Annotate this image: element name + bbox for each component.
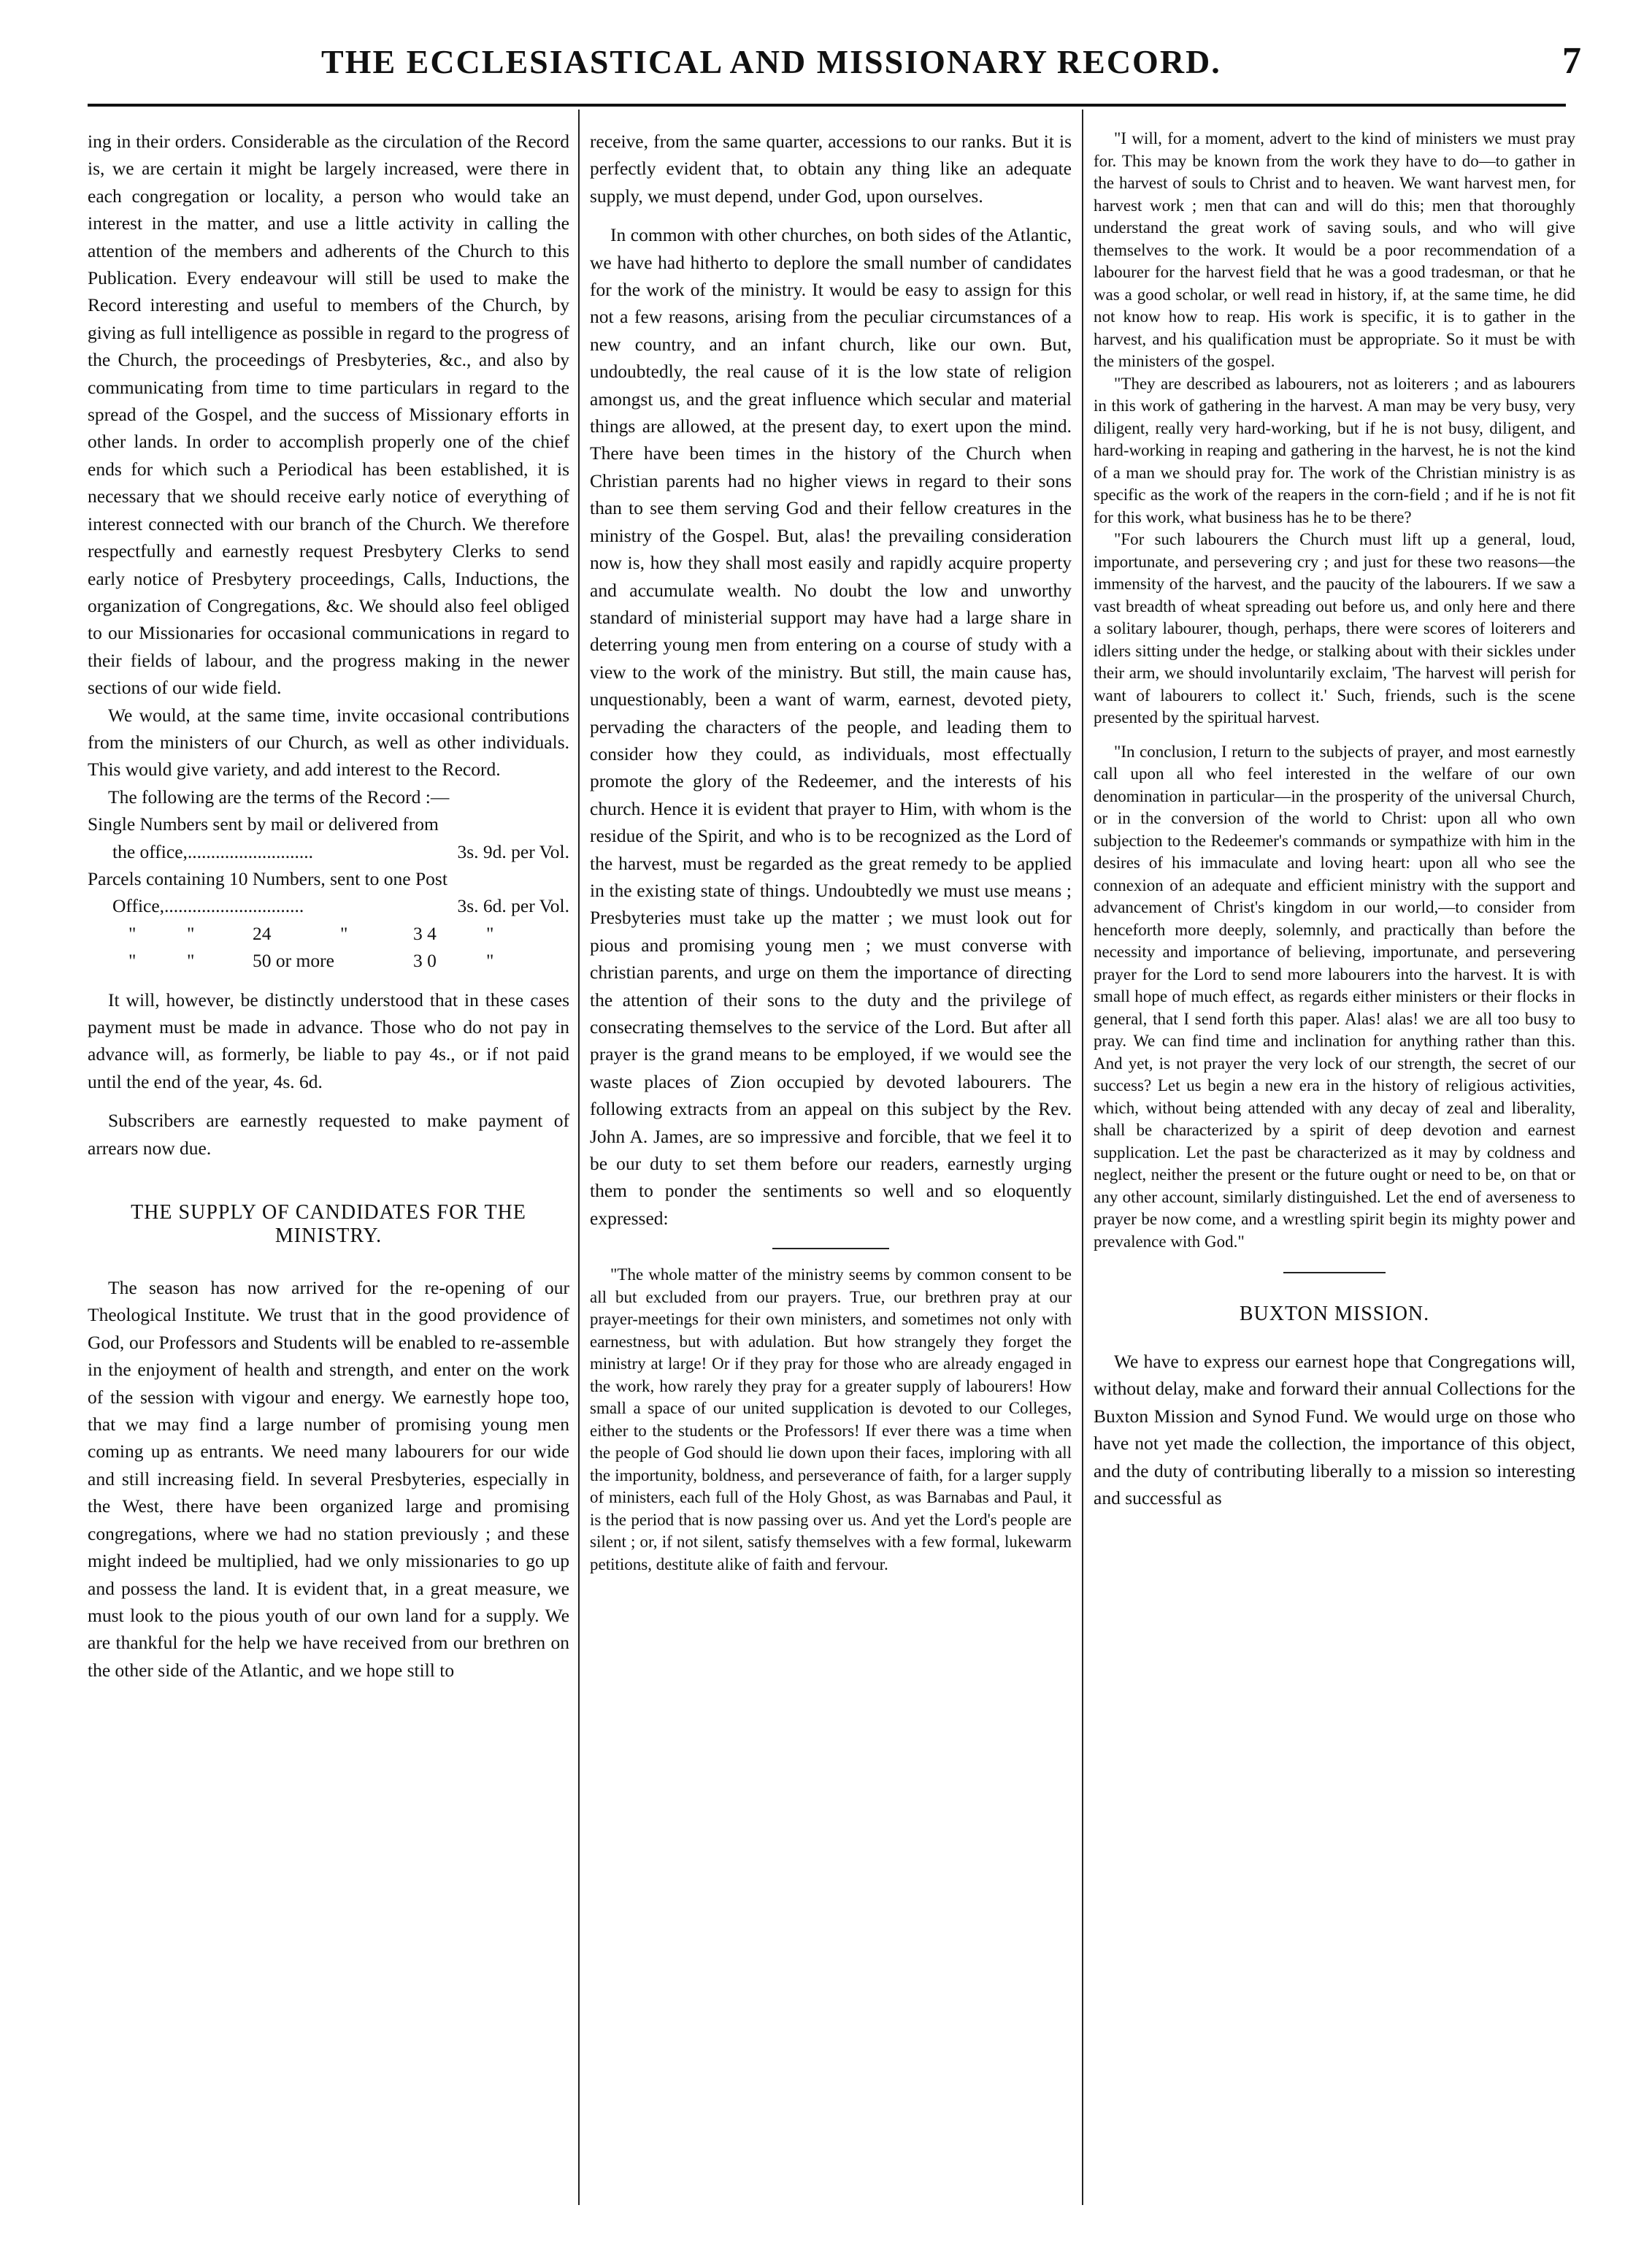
terms-price: 3 4: [413, 922, 437, 944]
ditto-mark: ": [187, 950, 195, 972]
ditto-mark: ": [486, 922, 494, 944]
buxton-paragraph: We have to express our earnest hope that Congregations will, without delay, make and forward their annual Collections for the Buxton Mission and Synod Fund. We would urge on those who have not yet made the collection, the importance of this object, and the duty of contributing liberally to a mission so interesting and successful as: [1094, 1351, 1575, 1509]
terms-row-50: [88, 947, 569, 974]
quote-paragraph-5: "In conclusion, I return to the subjects of prayer, and most earnestly call upon all who feel interested in the welfare of our own denomination in particular—in the prosperity of the universal Church, or in the conversion of the world to Christ: upon all who own subjection to the Redeemer's commands or sympathize with him in the desires of his immaculate and loving heart: upon all who see the connexion of an adequate and efficient ministry with the support and advancement of Christ's kingdom in our world,—to consider from henceforth more deeply, solemnly, and practically than before the necessity and importance of believing, importunate, and persevering prayer for the Lord to send more labourers into the harvest. It is with small hope of much effect, as regards either ministers or their flocks in general, that I send forth this paper. Alas! alas! we are all too busy to pray. We can find time and inclination for anything rather than this. And yet, is not prayer the very lock of our strength, the secret of our success? Let us begin a new era in the history of religious activities, which, without being attended with any decay of zeal and liberality, shall be characterized by a spirit of deep devotion and earnest supplication. Let the past be characterized as it may by coldness and neglect, neither the present or the future ought or need to be, on that or any other account, similarly distinguished. Let the end of averseness to prayer be now come, and a wrestling spirit begin its mighty power and prevalence with God.": [1094, 742, 1575, 1251]
header-rule: [88, 104, 1566, 107]
quote-paragraph-1: "The whole matter of the ministry seems by common consent to be all but excluded from our prayers. True, our brethren pray at our prayer-meetings for their own ministers, and sometimes not only with earnestness, but with adulation. But how strangely they forget the ministry at large! Or if they pray for those who are already engaged in the work, how rarely they pray for a greater supply of labourers! How small a space of our united supplication is devoted to our Colleges, either to the students or the Professors! If ever there was a time when the people of God should lie down upon their faces, imploring with all the importunity, boldness, and perseverance of faith, for a larger supply of ministers, each full of the Holy Ghost, as was Barnabas and Paul, it is the period that is now passing over us. And yet the Lord's people are silent ; or, if not silent, satisfy themselves with a few formal, lukewarm petitions, destitute alike of faith and fervour.: [590, 1265, 1072, 1573]
record-paragraph-1: ing in their orders. Considerable as the circulation of the Record is, we are certain it might be largely increased, were there in each congregation or locality, a person who would take an interest in the matter, and use a little activity in calling the attention of the members and adherents of the Church to this Publication. Every endeavour will still be used to make the Record interesting and useful to members of the Church, by giving as full intelligence as possible in regard to the progress of the Church, the proceedings of Presbyteries, &c., and also by communicating from time to time particulars in regard to the spread of the Gospel, and the success of Missionary efforts in other lands. In order to accomplish properly one of the chief ends for which such a Periodical has been established, it is necessary that we should receive early notice of everything of interest connected with our branch of the Church. We therefore respectfully and earnestly request Presbytery Clerks to send early notice of Presbytery proceedings, Calls, Inductions, the organization of Congregations, &c. We should also feel obliged to our Missionaries for occasional communications in regard to their fields of labour, and the progress making in the newer sections of our wide field.: [88, 131, 569, 699]
quote-divider: [772, 1248, 889, 1249]
quote-paragraph-2: "I will, for a moment, advert to the kind of ministers we must pray for. This may be known from the work they have to do—to gather in the harvest of souls to Christ and to heaven. We want harvest men, for harvest work ; men that can and will do this; men that thoroughly understand the great work of saving souls, and who will give themselves to the work. It would be a poor recommendation of a labourer for the harvest field that he was a good tradesman, or that he was a good scholar, or well read in history, if, at the same time, he did not know how to reap. His work is specific, it is to gather in the harvest, and his qualification must be appropriate. So it must be with the ministers of the gospel.: [1094, 129, 1575, 370]
terms-label: the office,...........................: [112, 840, 314, 862]
column-divider-1: [578, 110, 580, 2205]
record-paragraph-2: We would, at the same time, invite occasional contributions from the ministers of our Church, as well as other individuals. This would give variety, and add interest to the Record.: [88, 704, 569, 781]
page-number: 7: [1562, 40, 1581, 82]
terms-list: [88, 810, 569, 974]
terms-label: Single Numbers sent by mail or delivered from: [88, 813, 439, 835]
terms-label: Parcels containing 10 Numbers, sent to one Post: [88, 867, 447, 889]
terms-quantity: 24: [253, 922, 272, 944]
terms-label: Office,..............................: [112, 895, 304, 917]
terms-price: 3s. 6d. per Vol.: [457, 895, 569, 917]
terms-intro: The following are the terms of the Record :—: [108, 786, 450, 808]
ditto-mark: ": [128, 950, 137, 972]
column-2: [590, 128, 1072, 2216]
publication-title: THE ECCLESIASTICAL AND MISSIONARY RECORD.: [321, 43, 1221, 80]
ditto-mark: ": [187, 922, 195, 944]
column-1: [88, 128, 569, 2216]
terms-row-single-b: [88, 838, 569, 865]
payment-paragraph: It will, however, be distinctly understood that in these cases payment must be made in advance. Those who do not pay in advance will, as formerly, be liable to pay 4s., or if not paid until the end of the year, 4s. 6d.: [88, 989, 569, 1092]
ditto-mark: ": [486, 950, 494, 972]
terms-quantity: 50 or more: [253, 950, 334, 972]
terms-row-single-a: [88, 810, 569, 837]
candidates-paragraph-2: receive, from the same quarter, accessions to our ranks. But it is perfectly evident that, to obtain any thing like an adequate supply, we must depend, under God, upon ourselves.: [590, 131, 1072, 207]
candidates-paragraph-1: The season has now arrived for the re-opening of our Theological Institute. We trust that in the good providence of God, our Professors and Students will be enabled to re-assemble in the enjoyment of health and strength, and enter on the work of the session with vigour and energy. We earnestly hope too, that we may find a large number of promising young men coming up as entrants. We need many labourers for our wide and still increasing field. In several Presbyteries, especially in the West, there have been organized large and promising congregations, where we had no station previously ; and these might indeed be multiplied, had we only missionaries to go up and possess the land. It is evident that, in a great measure, we must look to the pious youth of our own land for a supply. We are thankful for the help we have received from our brethren on the other side of the Atlantic, and we hope still to: [88, 1277, 569, 1681]
ditto-mark: ": [340, 922, 348, 944]
terms-price: 3 0: [413, 950, 437, 972]
ditto-mark: ": [128, 922, 137, 944]
section-divider: [1283, 1272, 1386, 1273]
terms-price: 3s. 9d. per Vol.: [457, 840, 569, 862]
page-header: [0, 42, 1652, 101]
terms-row-24: [88, 920, 569, 947]
section-heading-candidates: THE SUPPLY OF CANDIDATES FOR THE MINISTRY.: [131, 1201, 526, 1248]
terms-row-parcel-b: [88, 892, 569, 919]
quote-paragraph-4: "For such labourers the Church must lift up a general, loud, importunate, and persevering cry ; and just for these two reasons—the immensity of the harvest, and the paucity of the labourers. If we saw a vast breadth of wheat spreading out before us, and only here and there a solitary labourer, though, perhaps, there were scores of loiterers and idlers sitting under the hedge, or stalking about with their sickles under their arm, we should involuntarily exclaim, 'The harvest will perish for want of labourers to collect it.' Such, friends, such is the scene presented by the spiritual harvest.: [1094, 530, 1575, 726]
candidates-paragraph-3: In common with other churches, on both sides of the Atlantic, we have had hitherto to deplore the small number of candidates for the work of the ministry. It would be easy to assign for this not a few reasons, arising from the peculiar circumstances of a new country, and an infant church, like our own. But, undoubtedly, the real cause of it is the low state of religion amongst us, and the great influence which secular and material things are allowed, at the present day, to exert upon the mind. There have been times in the history of the Church when Christian parents had no higher views in regard to their sons than to see them serving God and their fellow creatures in the ministry of the Gospel. But, alas! the prevailing consideration now is, how they shall most easily and rapidly acquire property and accumulate wealth. No doubt the low and unworthy standard of ministerial support may have had a large share in deterring young men from entering on a course of study with a view to the work of the ministry. But still, the main cause has, unquestionably, been a want of warm, earnest, devoted piety, pervading the characters of the people, and leading them to consider how they could, as individuals, most effectually promote the glory of the Redeemer, and the interests of his church. Hence it is evident that prayer to Him, with whom is the residue of the Spirit, and who is to be recognized as the Lord of the harvest, must be regarded as the great remedy to be applied in the existing state of things. Undoubtedly we must use means ; Presbyteries must take up the matter ; we must look out for pious and promising young men ; we must converse with christian parents, and urge on them the importance of directing the attention of their sons to the duty and the privilege of consecrating themselves to the service of the Lord. But after all prayer is the grand means to be employed, if we would see the waste places of Zion occupied by devoted labourers. The following extracts from an appeal on this subject by the Rev. John A. James, are so impressive and forcible, that we feel it to be our duty to set them before our readers, earnestly urging them to ponder the sentiments so well and so eloquently expressed:: [590, 224, 1072, 1229]
column-divider-2: [1082, 110, 1083, 2205]
quote-paragraph-3: "They are described as labourers, not as loiterers ; and as labourers in this work of gathering in the harvest. A man may be very busy, very diligent, really very hard-working, but if he is not busy, diligent, and hard-working in reaping and gathering in the harvest, he is not the kind of a man we should pray for. The work of the Christian ministry is as specific as the work of the reapers in the corn-field ; and if he is not fit for this work, what business has he to be there?: [1094, 374, 1575, 526]
arrears-paragraph: Subscribers are earnestly requested to make payment of arrears now due.: [88, 1110, 569, 1159]
column-3: [1094, 128, 1575, 2216]
section-heading-buxton: BUXTON MISSION.: [1239, 1303, 1430, 1325]
terms-row-parcel-a: [88, 865, 569, 892]
